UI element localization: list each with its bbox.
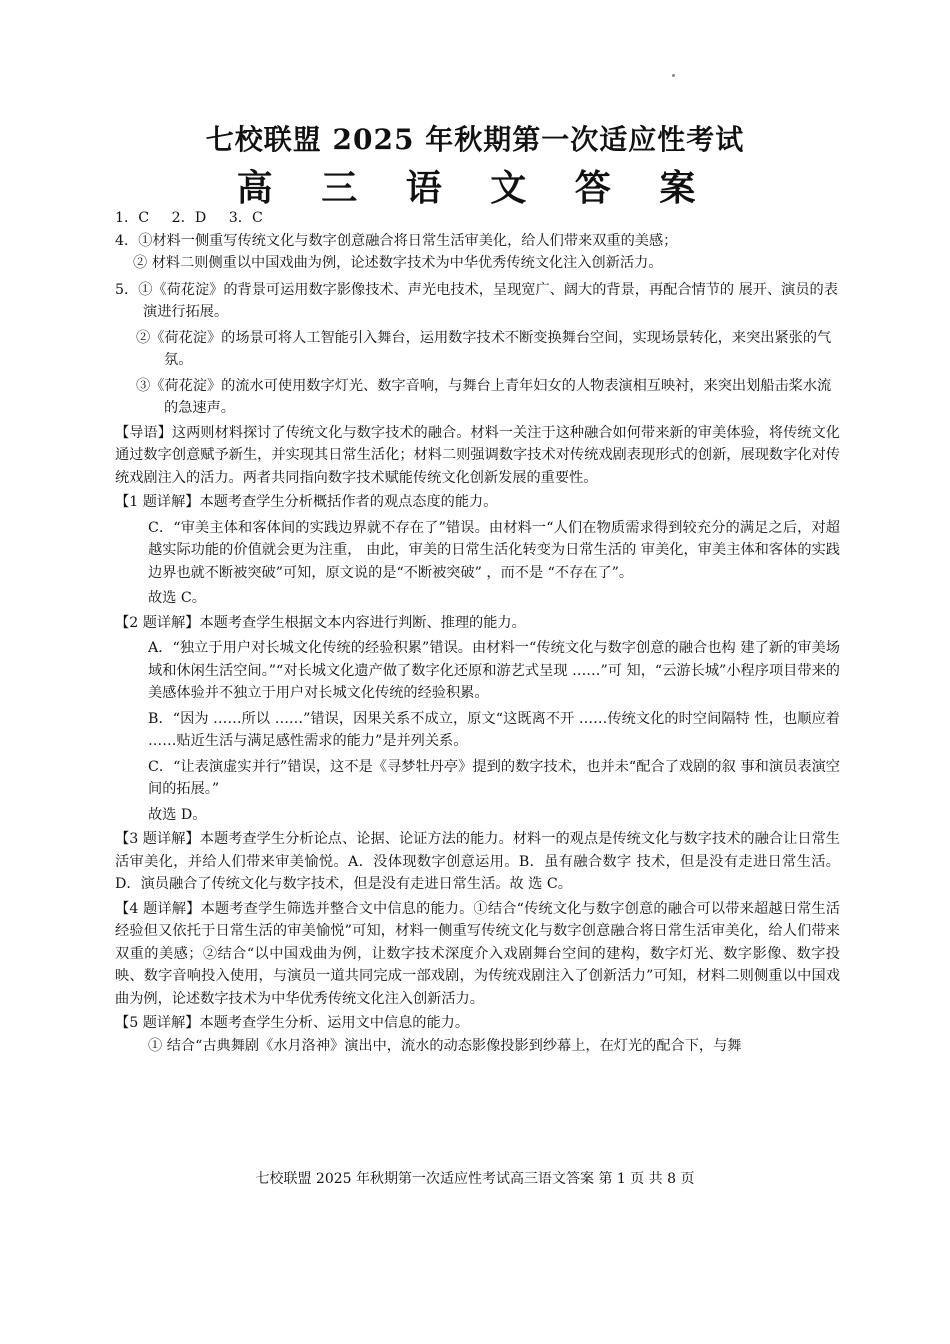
guide-text: 这两则材料探讨了传统文化与数字技术的融合。材料一关注于这种融合如何带来新的审美体验，将传统文化通过数字创意赋予新生，并实现其日常生活化；材料二则强调数字技术对传统戏剧表现形式的创新，展现数字化对传统戏剧注入的活力。两者共同指向数字技术赋能传统文化创新发展的重要性。 (115, 424, 840, 486)
q5-point-3: ③《荷花淀》的流水可使用数字灯光、数字音响，与舞台上青年妇女的人物表演相互映衬，来突出划船击桨水流的急速声。 (136, 377, 832, 416)
q3-text: 本题考查学生分析论点、论据、论证方法的能力。材料一的观点是传统文化与数字技术的融合让日常生活审美化，并给人们带来审美愉悦。A．没体现数字创意运用。B．虽有融合数字 技术，但是没有走进日常生活。D．演员融合了传统文化与数字技术，但是没有走进日常生活。故 选 C。 (115, 831, 840, 892)
q2-option-b: B．“因为 ……所以 ……”错误，因果关系不成立，原文“这既离不开 ……传统文化的时空间隔特 性，也顺应着 ……贴近生活与满足感性需求的能力”是并列关系。 (148, 710, 840, 749)
q2-option-a: A．“独立于用户对长城文化传统的经验积累”错误。由材料一“传统文化与数字创意的融合也构 建了新的审美场域和休闲生活空间。”“对长城文化遗产做了数字化还原和游艺式呈现 ……”可 知，“云游长城”小程序项目带来的美感体验并不独立于用户对长城文化传统的经验积累。 (148, 640, 840, 701)
q1-label: 【1 题详解】 (115, 494, 200, 510)
q3-label: 【3 题详解】 (115, 831, 200, 847)
q5-intro: 本题考查学生分析、运用文中信息的能力。 (199, 1015, 470, 1031)
q1-heading (115, 491, 840, 514)
guide-paragraph (115, 422, 840, 490)
q2-option-c: C．“让表演虚实并行”错误，这不是《寻梦牡丹亭》提到的数字技术，也并未“配合了戏剧的叙 事和演员表演空间的拓展。” (148, 758, 840, 797)
answers-q1-3: 1．C 2．D 3．C (115, 210, 263, 226)
q1-intro: 本题考查学生分析概括作者的观点态度的能力。 (199, 494, 498, 510)
answer-q4 (115, 230, 840, 253)
exam-title: 七校联盟 2025 年秋期第一次适应性考试 (205, 123, 745, 156)
q4-paragraph (115, 898, 840, 1011)
q2-heading (115, 612, 840, 635)
q1-choice: 故选 C。 (148, 590, 206, 606)
scan-dot (672, 74, 675, 77)
q2-label: 【2 题详解】 (115, 614, 200, 631)
q5-heading (115, 1012, 840, 1035)
answer-content (115, 207, 840, 1057)
answer-q5 (115, 279, 840, 324)
q3-paragraph (115, 828, 840, 896)
q5-detail-label: 【5 题详解】 (115, 1015, 200, 1031)
q4-label: 4． (115, 232, 139, 249)
q4-point-1: ①材料一侧重写传统文化与数字创意融合将日常生活审美化，给人们带来双重的美感； (138, 232, 678, 249)
q2-choice: 故选 D。 (148, 806, 207, 823)
guide-label: 【导语】 (115, 424, 172, 441)
answer-title: 高 三 语 文 答 案 (236, 167, 714, 209)
q1-option-c: C．“审美主体和客体间的实践边界就不存在了”错误。由材料一“人们在物质需求得到较充分的满足之后，对超越实际功能的价值就会更为注重， 由此，审美的日常生活化转变为日常生活的 审美化，审美主体和客体的实践边界也就不断被突破”可知，原文说的是“不断被突破” ，而不是 “不存在了”。 (148, 519, 840, 581)
page-footer: 七校联盟 2025 年秋期第一次适应性考试高三语文答案 第 1 页 共 8 页 (255, 1171, 695, 1187)
q5-point-2: ②《荷花淀》的场景可将人工智能引入舞台，运用数字技术不断变换舞台空间，实现场景转化，来突出紧张的气氛。 (136, 329, 832, 368)
q4-point-2: ② 材料二则侧重以中国戏曲为例，论述数字技术为中华优秀传统文化注入创新活力。 (133, 255, 663, 271)
q2-intro: 本题考查学生根据文本内容进行判断、推理的能力。 (199, 614, 526, 631)
q5-label: 5． (115, 281, 139, 298)
q4-text: 本题考查学生筛选并整合文中信息的能力。①结合“传统文化与数字创意的融合可以带来超越日常生活经验但又依托于日常生活的审美愉悦”可知，材料一侧重写传统文化与数字创意融合将日常生活审美化，给人们带来双重的美感；②结合“以中国戏曲为例，让数字技术深度介入戏剧舞台空间的建构，数字灯光、数字影像、数字投映、数字音响投入使用，与演员一道共同完成一部戏剧，为传统戏剧注入了创新活力”可知，材料二则侧重以中国戏曲为例，论述数字技术为中华优秀传统文化注入创新活力。 (115, 900, 840, 1007)
q5-point-text: ① 结合“古典舞剧《水月洛神》演出中，流水的动态影像投影到纱幕上，在灯光的配合下，与舞 (148, 1037, 742, 1054)
q5-point-1: ①《荷花淀》的背景可运用数字影像技术、声光电技术，呈现宽广、阔大的背景，再配合情节的 展开、演员的表演进行拓展。 (138, 281, 838, 320)
q4-detail-label: 【4 题详解】 (115, 900, 201, 917)
